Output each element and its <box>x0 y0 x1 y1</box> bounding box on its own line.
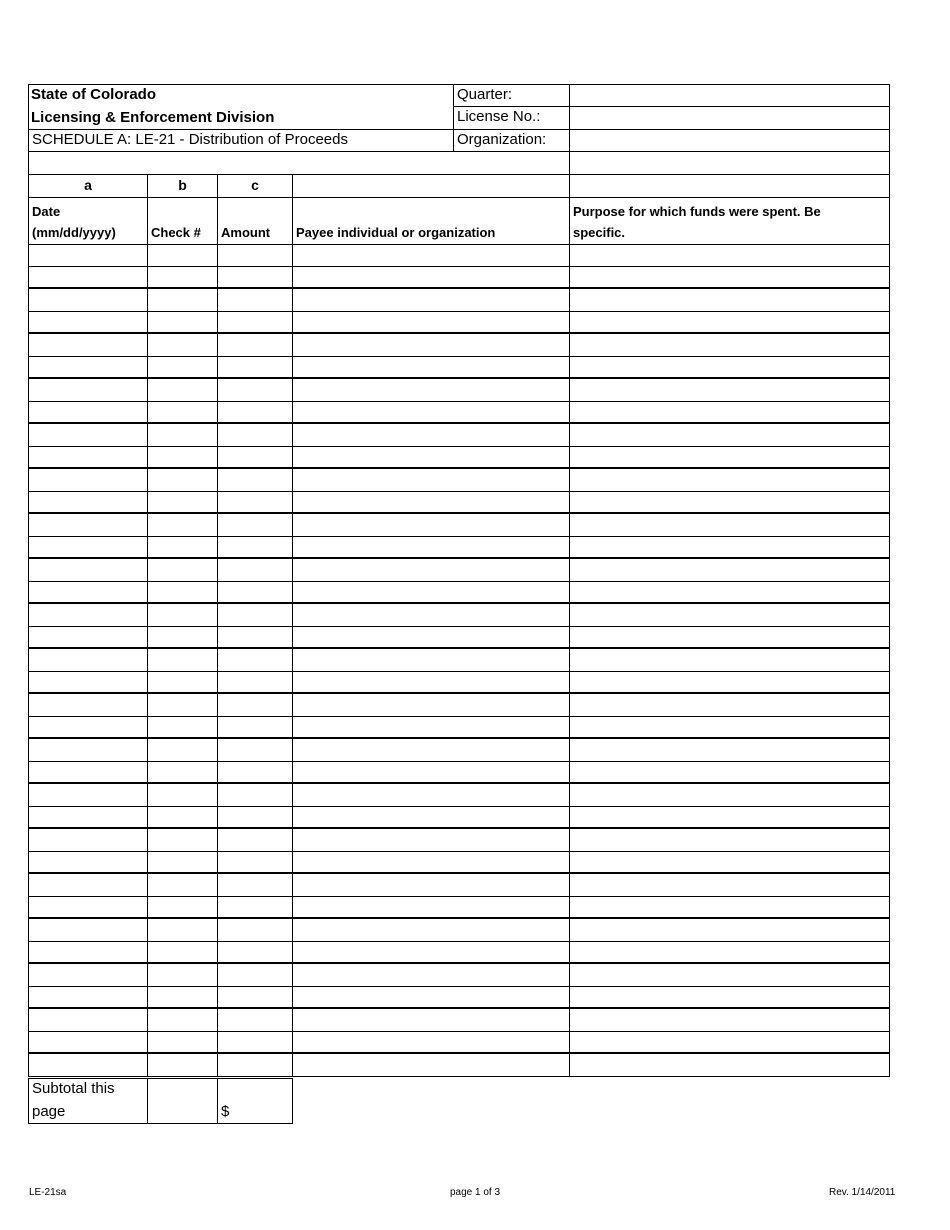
date-cell[interactable] <box>28 402 147 424</box>
check-cell[interactable] <box>147 537 217 559</box>
date-cell[interactable] <box>28 447 147 469</box>
amount-cell[interactable] <box>217 514 292 537</box>
amount-cell[interactable] <box>217 379 292 402</box>
table-row <box>28 537 890 559</box>
payee-cell[interactable] <box>292 514 569 537</box>
payee-cell[interactable] <box>292 469 569 492</box>
payee-cell[interactable] <box>292 942 569 964</box>
purpose-header-line2: specific. <box>573 225 626 240</box>
check-cell[interactable] <box>147 739 217 762</box>
subtotal-check-cell[interactable] <box>147 1078 218 1124</box>
check-cell[interactable] <box>147 1032 217 1054</box>
amount-cell[interactable] <box>217 739 292 762</box>
purpose-cell[interactable] <box>569 964 890 987</box>
check-cell[interactable] <box>147 672 217 694</box>
date-cell[interactable] <box>28 964 147 987</box>
table-row <box>28 447 890 469</box>
table-row <box>28 604 890 627</box>
date-cell[interactable] <box>28 762 147 784</box>
payee-cell[interactable] <box>292 559 569 582</box>
purpose-cell[interactable] <box>569 402 890 424</box>
payee-cell[interactable] <box>292 717 569 739</box>
table-row <box>28 627 890 649</box>
purpose-cell[interactable] <box>569 582 890 604</box>
purpose-cell[interactable] <box>569 897 890 919</box>
amount-cell[interactable] <box>217 829 292 852</box>
payee-cell[interactable] <box>292 537 569 559</box>
col-letter-c: c <box>217 174 293 198</box>
table-row <box>28 492 890 514</box>
table-row <box>28 289 890 312</box>
amount-cell[interactable] <box>217 244 292 267</box>
table-row <box>28 807 890 829</box>
check-cell[interactable] <box>147 829 217 852</box>
purpose-cell[interactable] <box>569 672 890 694</box>
check-cell[interactable] <box>147 1009 217 1032</box>
check-cell[interactable] <box>147 492 217 514</box>
check-cell[interactable] <box>147 582 217 604</box>
payee-cell[interactable] <box>292 492 569 514</box>
page-number: page 1 of 3 <box>450 1187 501 1198</box>
payee-cell[interactable] <box>292 897 569 919</box>
payee-cell[interactable] <box>292 694 569 717</box>
purpose-cell[interactable] <box>569 289 890 312</box>
table-row <box>28 559 890 582</box>
payee-cell[interactable] <box>292 807 569 829</box>
amount-cell[interactable] <box>217 694 292 717</box>
payee-cell[interactable] <box>292 424 569 447</box>
check-cell[interactable] <box>147 244 217 267</box>
purpose-cell[interactable] <box>569 739 890 762</box>
amount-cell[interactable] <box>217 334 292 357</box>
date-cell[interactable] <box>28 537 147 559</box>
payee-cell[interactable] <box>292 874 569 897</box>
check-cell[interactable] <box>147 762 217 784</box>
payee-cell[interactable] <box>292 1009 569 1032</box>
subtotal-label-cell <box>28 1078 148 1124</box>
amount-cell[interactable] <box>217 289 292 312</box>
amount-cell[interactable] <box>217 672 292 694</box>
purpose-cell[interactable] <box>569 604 890 627</box>
amount-cell[interactable] <box>217 964 292 987</box>
table-row <box>28 717 890 739</box>
col-letter-b: b <box>147 174 218 198</box>
check-cell[interactable] <box>147 357 217 379</box>
check-cell[interactable] <box>147 379 217 402</box>
payee-cell[interactable] <box>292 739 569 762</box>
purpose-cell[interactable] <box>569 334 890 357</box>
check-cell[interactable] <box>147 289 217 312</box>
purpose-header <box>569 197 890 245</box>
payee-cell[interactable] <box>292 852 569 874</box>
date-cell[interactable] <box>28 784 147 807</box>
purpose-cell[interactable] <box>569 649 890 672</box>
amount-cell[interactable] <box>217 919 292 942</box>
table-row <box>28 964 890 987</box>
amount-cell[interactable] <box>217 447 292 469</box>
purpose-cell[interactable] <box>569 447 890 469</box>
date-cell[interactable] <box>28 379 147 402</box>
payee-cell[interactable] <box>292 267 569 289</box>
purpose-cell[interactable] <box>569 559 890 582</box>
amount-cell[interactable] <box>217 649 292 672</box>
purpose-cell[interactable] <box>569 469 890 492</box>
table-row <box>28 739 890 762</box>
table-row <box>28 244 890 267</box>
check-header <box>147 197 218 245</box>
purpose-cell[interactable] <box>569 829 890 852</box>
date-cell[interactable] <box>28 717 147 739</box>
amount-cell[interactable] <box>217 469 292 492</box>
date-cell[interactable] <box>28 672 147 694</box>
amount-cell[interactable] <box>217 402 292 424</box>
organization-field[interactable] <box>569 129 890 152</box>
schedule-title-cell <box>28 129 454 152</box>
date-header <box>28 197 148 245</box>
purpose-cell[interactable] <box>569 357 890 379</box>
payee-cell[interactable] <box>292 1054 569 1077</box>
purpose-cell[interactable] <box>569 807 890 829</box>
date-cell[interactable] <box>28 582 147 604</box>
payee-cell[interactable] <box>292 357 569 379</box>
table-row <box>28 784 890 807</box>
date-cell[interactable] <box>28 1032 147 1054</box>
purpose-cell[interactable] <box>569 379 890 402</box>
amount-cell[interactable] <box>217 807 292 829</box>
payee-cell[interactable] <box>292 784 569 807</box>
table-row <box>28 649 890 672</box>
check-cell[interactable] <box>147 694 217 717</box>
division-title: Licensing & Enforcement Division <box>31 109 275 126</box>
purpose-cell[interactable] <box>569 537 890 559</box>
date-cell[interactable] <box>28 739 147 762</box>
purpose-cell[interactable] <box>569 312 890 334</box>
amount-cell[interactable] <box>217 1032 292 1054</box>
table-row <box>28 1009 890 1032</box>
subtotal-amount-cell[interactable] <box>217 1078 293 1124</box>
date-cell[interactable] <box>28 1054 147 1077</box>
check-cell[interactable] <box>147 447 217 469</box>
col-letter-a: a <box>28 174 148 198</box>
check-cell[interactable] <box>147 1054 217 1077</box>
purpose-cell[interactable] <box>569 762 890 784</box>
table-row <box>28 402 890 424</box>
date-cell[interactable] <box>28 267 147 289</box>
check-cell[interactable] <box>147 942 217 964</box>
payee-cell[interactable] <box>292 964 569 987</box>
check-cell[interactable] <box>147 649 217 672</box>
amount-cell[interactable] <box>217 492 292 514</box>
purpose-cell[interactable] <box>569 942 890 964</box>
payee-header-label: Payee individual or organization <box>296 225 496 240</box>
check-cell[interactable] <box>147 784 217 807</box>
date-cell[interactable] <box>28 289 147 312</box>
date-cell[interactable] <box>28 312 147 334</box>
table-row <box>28 672 890 694</box>
table-row <box>28 424 890 447</box>
payee-cell[interactable] <box>292 762 569 784</box>
table-row <box>28 514 890 537</box>
payee-cell[interactable] <box>292 604 569 627</box>
table-row <box>28 987 890 1009</box>
date-cell[interactable] <box>28 604 147 627</box>
schedule-title: SCHEDULE A: LE-21 - Distribution of Proceeds <box>32 131 348 148</box>
subtotal-label-line1: Subtotal this <box>32 1080 115 1097</box>
date-cell[interactable] <box>28 1009 147 1032</box>
date-cell[interactable] <box>28 649 147 672</box>
agency-title: State of Colorado <box>31 86 157 103</box>
date-cell[interactable] <box>28 987 147 1009</box>
table-row <box>28 334 890 357</box>
check-header-label: Check # <box>151 225 201 240</box>
purpose-cell[interactable] <box>569 267 890 289</box>
purpose-cell[interactable] <box>569 987 890 1009</box>
date-cell[interactable] <box>28 334 147 357</box>
date-header-line1: Date <box>32 204 61 219</box>
date-cell[interactable] <box>28 874 147 897</box>
table-row <box>28 312 890 334</box>
amount-cell[interactable] <box>217 559 292 582</box>
table-row <box>28 1032 890 1054</box>
check-cell[interactable] <box>147 852 217 874</box>
check-cell[interactable] <box>147 469 217 492</box>
check-cell[interactable] <box>147 874 217 897</box>
amount-cell[interactable] <box>217 874 292 897</box>
payee-cell[interactable] <box>292 312 569 334</box>
payee-cell[interactable] <box>292 829 569 852</box>
date-cell[interactable] <box>28 852 147 874</box>
table-row <box>28 694 890 717</box>
purpose-cell[interactable] <box>569 1009 890 1032</box>
col-letter-blank-right <box>569 174 890 198</box>
purpose-cell[interactable] <box>569 852 890 874</box>
table-row <box>28 852 890 874</box>
date-cell[interactable] <box>28 424 147 447</box>
table-row <box>28 379 890 402</box>
date-cell[interactable] <box>28 492 147 514</box>
payee-cell[interactable] <box>292 627 569 649</box>
purpose-cell[interactable] <box>569 492 890 514</box>
date-cell[interactable] <box>28 897 147 919</box>
quarter-field[interactable] <box>569 84 890 107</box>
payee-cell[interactable] <box>292 1032 569 1054</box>
date-cell[interactable] <box>28 807 147 829</box>
date-header-line2: (mm/dd/yyyy) <box>32 225 116 240</box>
purpose-cell[interactable] <box>569 717 890 739</box>
table-row <box>28 897 890 919</box>
table-row <box>28 919 890 942</box>
amount-cell[interactable] <box>217 604 292 627</box>
payee-cell[interactable] <box>292 919 569 942</box>
date-cell[interactable] <box>28 829 147 852</box>
amount-cell[interactable] <box>217 582 292 604</box>
amount-cell[interactable] <box>217 1009 292 1032</box>
check-cell[interactable] <box>147 514 217 537</box>
date-cell[interactable] <box>28 942 147 964</box>
table-row <box>28 1054 890 1077</box>
subtotal-label-line2: page <box>32 1103 66 1120</box>
check-cell[interactable] <box>147 627 217 649</box>
purpose-cell[interactable] <box>569 514 890 537</box>
date-cell[interactable] <box>28 244 147 267</box>
purpose-cell[interactable] <box>569 1054 890 1077</box>
payee-cell[interactable] <box>292 402 569 424</box>
quarter-label: Quarter: <box>453 84 570 107</box>
payee-cell[interactable] <box>292 334 569 357</box>
purpose-header-line1: Purpose for which funds were spent. Be <box>573 204 821 219</box>
table-row <box>28 267 890 289</box>
check-cell[interactable] <box>147 897 217 919</box>
payee-cell[interactable] <box>292 649 569 672</box>
payee-cell[interactable] <box>292 987 569 1009</box>
purpose-cell[interactable] <box>569 424 890 447</box>
check-cell[interactable] <box>147 987 217 1009</box>
payee-cell[interactable] <box>292 244 569 267</box>
check-cell[interactable] <box>147 424 217 447</box>
table-row <box>28 469 890 492</box>
purpose-cell[interactable] <box>569 874 890 897</box>
payee-cell[interactable] <box>292 672 569 694</box>
purpose-cell[interactable] <box>569 627 890 649</box>
purpose-cell[interactable] <box>569 919 890 942</box>
check-cell[interactable] <box>147 559 217 582</box>
table-row <box>28 829 890 852</box>
organization-label: Organization: <box>453 129 570 152</box>
amount-cell[interactable] <box>217 312 292 334</box>
date-cell[interactable] <box>28 357 147 379</box>
check-cell[interactable] <box>147 964 217 987</box>
amount-cell[interactable] <box>217 537 292 559</box>
amount-cell[interactable] <box>217 1054 292 1077</box>
payee-cell[interactable] <box>292 289 569 312</box>
table-row <box>28 357 890 379</box>
check-cell[interactable] <box>147 717 217 739</box>
check-cell[interactable] <box>147 312 217 334</box>
amount-cell[interactable] <box>217 784 292 807</box>
date-cell[interactable] <box>28 694 147 717</box>
amount-cell[interactable] <box>217 267 292 289</box>
amount-cell[interactable] <box>217 942 292 964</box>
check-cell[interactable] <box>147 807 217 829</box>
spacer-cell <box>28 151 570 175</box>
table-row <box>28 874 890 897</box>
table-row <box>28 582 890 604</box>
amount-cell[interactable] <box>217 717 292 739</box>
amount-cell[interactable] <box>217 762 292 784</box>
purpose-cell[interactable] <box>569 694 890 717</box>
purpose-cell[interactable] <box>569 1032 890 1054</box>
date-cell[interactable] <box>28 559 147 582</box>
amount-cell[interactable] <box>217 852 292 874</box>
date-cell[interactable] <box>28 514 147 537</box>
check-cell[interactable] <box>147 919 217 942</box>
amount-cell[interactable] <box>217 897 292 919</box>
table-row <box>28 942 890 964</box>
check-cell[interactable] <box>147 604 217 627</box>
date-cell[interactable] <box>28 469 147 492</box>
date-cell[interactable] <box>28 627 147 649</box>
amount-header <box>217 197 293 245</box>
amount-cell[interactable] <box>217 987 292 1009</box>
currency-symbol: $ <box>221 1103 230 1120</box>
check-cell[interactable] <box>147 334 217 357</box>
check-cell[interactable] <box>147 267 217 289</box>
revision-date: Rev. 1/14/2011 <box>829 1187 896 1198</box>
payee-cell[interactable] <box>292 379 569 402</box>
date-cell[interactable] <box>28 919 147 942</box>
amount-cell[interactable] <box>217 424 292 447</box>
amount-cell[interactable] <box>217 357 292 379</box>
license-label: License No.: <box>453 106 570 130</box>
purpose-cell[interactable] <box>569 244 890 267</box>
license-field[interactable] <box>569 106 890 130</box>
payee-cell[interactable] <box>292 582 569 604</box>
table-row <box>28 762 890 784</box>
payee-header <box>292 197 570 245</box>
form-id: LE-21sa <box>29 1187 67 1198</box>
check-cell[interactable] <box>147 402 217 424</box>
col-letter-blank <box>292 174 570 198</box>
payee-cell[interactable] <box>292 447 569 469</box>
amount-header-label: Amount <box>221 225 271 240</box>
spacer-cell-right <box>569 151 890 175</box>
amount-cell[interactable] <box>217 627 292 649</box>
purpose-cell[interactable] <box>569 784 890 807</box>
